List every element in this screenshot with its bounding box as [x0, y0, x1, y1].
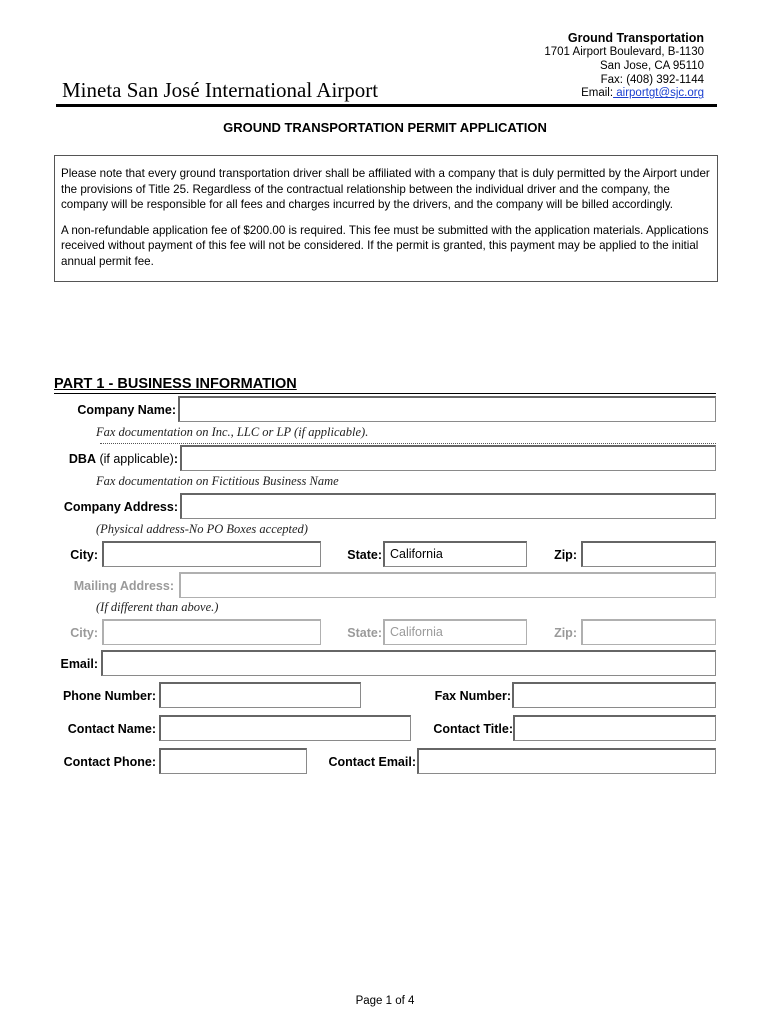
- mailing-zip-field[interactable]: [581, 619, 716, 645]
- fax-number-label: Fax Number:: [434, 689, 511, 703]
- address-line-2: San Jose, CA 95110: [600, 59, 704, 72]
- mailing-city-label: City:: [70, 626, 98, 640]
- contact-email-field[interactable]: [417, 748, 716, 774]
- company-address-label: Company Address:: [63, 500, 178, 514]
- email-line: [544, 87, 704, 101]
- zip-label: Zip:: [554, 548, 577, 562]
- mailing-address-label: Mailing Address:: [73, 579, 174, 593]
- contact-phone-field[interactable]: [159, 748, 307, 774]
- city-field[interactable]: [102, 541, 321, 567]
- mailing-address-note: (If different than above.): [96, 600, 219, 614]
- notice-box: [54, 155, 718, 282]
- phone-number-field[interactable]: [159, 682, 361, 708]
- mailing-state-label: State:: [347, 626, 382, 640]
- mailing-city-field[interactable]: [102, 619, 321, 645]
- company-address-note: (Physical address-No PO Boxes accepted): [96, 522, 308, 536]
- notice-paragraph-2: A non-refundable application fee of $200.00 is required. This fee must be submitted with the application materials. Applications received without payment of this fee will not be considered. If the permit is granted, this payment may be applied to the initial annual permit fee.: [61, 223, 709, 268]
- contact-title-field[interactable]: [513, 715, 716, 741]
- dba-label: [69, 452, 178, 466]
- contact-title-label: Contact Title:: [433, 722, 513, 736]
- contact-email-label: Contact Email:: [328, 755, 416, 769]
- airport-name: Mineta San José International Airport: [62, 78, 379, 102]
- email-label: Email:: [581, 87, 614, 100]
- state-label: State:: [347, 548, 382, 562]
- city-label: City:: [70, 548, 98, 562]
- dotted-separator: [100, 443, 716, 444]
- page-number: Page 1 of 4: [355, 995, 415, 1007]
- zip-field[interactable]: [581, 541, 716, 567]
- contact-name-field[interactable]: [159, 715, 411, 741]
- company-name-field[interactable]: [178, 396, 716, 422]
- phone-number-label: Phone Number:: [62, 689, 156, 703]
- state-field[interactable]: California: [383, 541, 527, 567]
- email-link[interactable]: airportgt@sjc.org: [613, 87, 704, 100]
- department-name: Ground Transportation: [567, 31, 704, 45]
- fax-line: Fax: (408) 392-1144: [600, 73, 704, 86]
- mailing-state-field[interactable]: California: [383, 619, 527, 645]
- mailing-address-field[interactable]: [179, 572, 716, 598]
- dba-label-bold: DBA: [68, 452, 96, 466]
- header-rule: [56, 104, 717, 107]
- notice-paragraph-1: Please note that every ground transportation driver shall be affiliated with a company that is duly permitted by the Airport under the provisions of Title 25. Regardless of the contractual relationship between the individual driver and the company, the company will be responsible for all fees and charges incurred by the drivers, and the company will be billed accordingly.: [61, 167, 710, 212]
- dba-note: Fax documentation on Fictitious Business Name: [96, 474, 339, 488]
- contact-name-label: Contact Name:: [67, 722, 156, 736]
- part1-heading: PART 1 - BUSINESS INFORMATION: [54, 376, 297, 392]
- dba-field[interactable]: [180, 445, 716, 471]
- email-label: Email:: [60, 657, 98, 671]
- dba-label-qualifier: (if applicable): [96, 452, 174, 466]
- company-name-label: Company Name:: [77, 403, 176, 417]
- document-title: GROUND TRANSPORTATION PERMIT APPLICATION: [223, 120, 547, 135]
- company-name-note: Fax documentation on Inc., LLC or LP (if applicable).: [96, 425, 369, 439]
- organization-address-block: [544, 30, 704, 101]
- address-line-1: 1701 Airport Boulevard, B-1130: [544, 46, 704, 58]
- part1-rule: [54, 393, 716, 394]
- company-address-field[interactable]: [180, 493, 716, 519]
- contact-phone-label: Contact Phone:: [63, 755, 156, 769]
- mailing-zip-label: Zip:: [554, 626, 577, 640]
- email-field[interactable]: [101, 650, 716, 676]
- fax-number-field[interactable]: [512, 682, 716, 708]
- dba-label-colon: :: [173, 452, 178, 466]
